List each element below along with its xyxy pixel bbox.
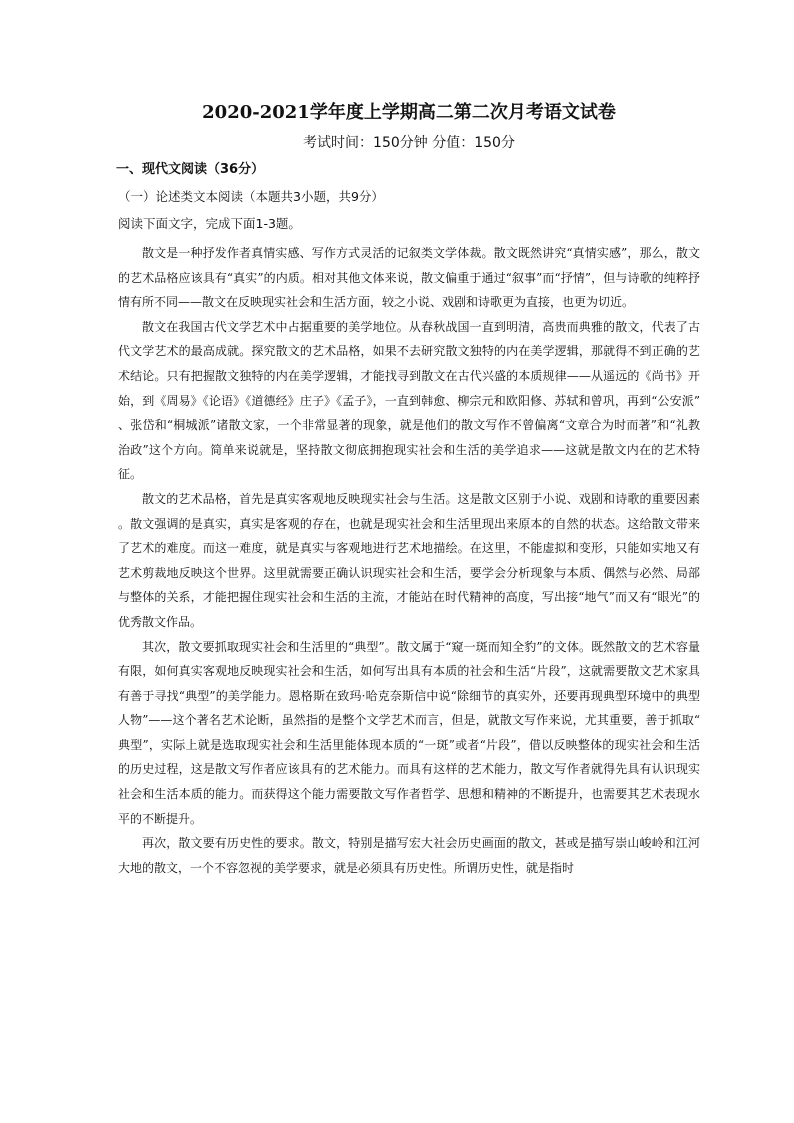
passage-paragraph-5: 再次，散文要有历史性的要求。散文，特别是描写宏大社会历史画面的散文，甚或是描写崇山峻岭和江河大地的散文，一个不容忽视的美学要求，就是必须具有历史性。所谓历史性，就是指时 <box>118 836 700 875</box>
subsection-heading: （一）论述类文本阅读（本题共3小题，共9分） <box>118 189 384 204</box>
exam-title: 2020-2021学年度上学期高二第二次月考语文试卷 <box>202 102 616 123</box>
exam-time-and-score: 考试时间：150分钟 分值：150分 <box>303 135 515 151</box>
passage-paragraph-2: 散文在我国古代文学艺术中占据重要的美学地位。从春秋战国一直到明清，高贵而典雅的散文，代表了古代文学艺术的最高成就。探究散文的艺术品格，如果不去研究散文独特的内在美学逻辑，那就得不到正确的艺术结论。只有把握散文独特的内在美学逻辑，才能找寻到散文在古代兴盛的本质规律——从遥远的《尚书》开始，到《周易》《论语》《道德经》庄子》《孟子》，一直到韩愈、柳宗元和欧阳修、苏轼和曾巩，再到“公安派”、张岱和“桐城派”诸散文家，一个非常显著的现象，就是他们的散文写作不曾偏离“文章合为时而著”和“礼教治政”这个方向。简单来说就是，坚持散文彻底拥抱现实社会和生活的美学追求——这就是散文内在的艺术特征。 <box>118 319 700 482</box>
section-heading: 一、现代文阅读（36分） <box>116 162 265 177</box>
passage-body <box>118 241 700 880</box>
passage-paragraph-3: 散文的艺术品格，首先是真实客观地反映现实社会与生活。这是散文区别于小说、戏剧和诗歌的重要因素。散文强调的是真实，真实是客观的存在，也就是现实社会和生活里现出来原本的自然的状态。这给散文带来了艺术的难度。而这一难度，就是真实与客观地进行艺术地描绘。在这里，不能虚拟和变形，只能如实地又有艺术剪裁地反映这个世界。这里就需要正确认识现实社会和生活，要学会分析现象与本质、偶然与必然、局部与整体的关系，才能把握住现实社会和生活的主流，才能站在时代精神的高度，写出接“地气”而又有“眼光”的优秀散文作品。 <box>118 491 700 629</box>
passage-paragraph-1: 散文是一种抒发作者真情实感、写作方式灵活的记叙类文学体裁。散文既然讲究“真情实感”，那么，散文的艺术品格应该具有“真实”的内质。相对其他文体来说，散文偏重于通过“叙事”而“抒情”，但与诗歌的纯粹抒情有所不同——散文在反映现实社会和生活方面，较之小说、戏剧和诗歌更为直接，也更为切近。 <box>118 246 700 310</box>
passage-paragraph-4: 其次，散文要抓取现实社会和生活里的“典型”。散文属于“窥一斑而知全豹”的文体。既然散文的艺术容量有限，如何真实客观地反映现实社会和生活，如何写出具有本质的社会和生活“片段”，这就需要散文艺术家具有善于寻找“典型”的美学能力。恩格斯在致玛·哈克奈斯信中说“除细节的真实外，还要再现典型环境中的典型人物”——这个著名艺术论断，虽然指的是整个文学艺术而言，但是，就散文写作来说，尤其重要，善于抓取“典型”，实际上就是选取现实社会和生活里能体现本质的“一斑”或者“片段”，借以反映整体的现实社会和生活的历史过程，这是散文写作者应该具有的艺术能力。而具有这样的艺术能力，散文写作者就得先具有认识现实社会和生活本质的能力。而获得这个能力需要散文写作者哲学、思想和精神的不断提升，也需要其艺术表现水平的不断提升。 <box>118 639 700 826</box>
reading-instruction: 阅读下面文字，完成下面1-3题。 <box>118 216 301 231</box>
